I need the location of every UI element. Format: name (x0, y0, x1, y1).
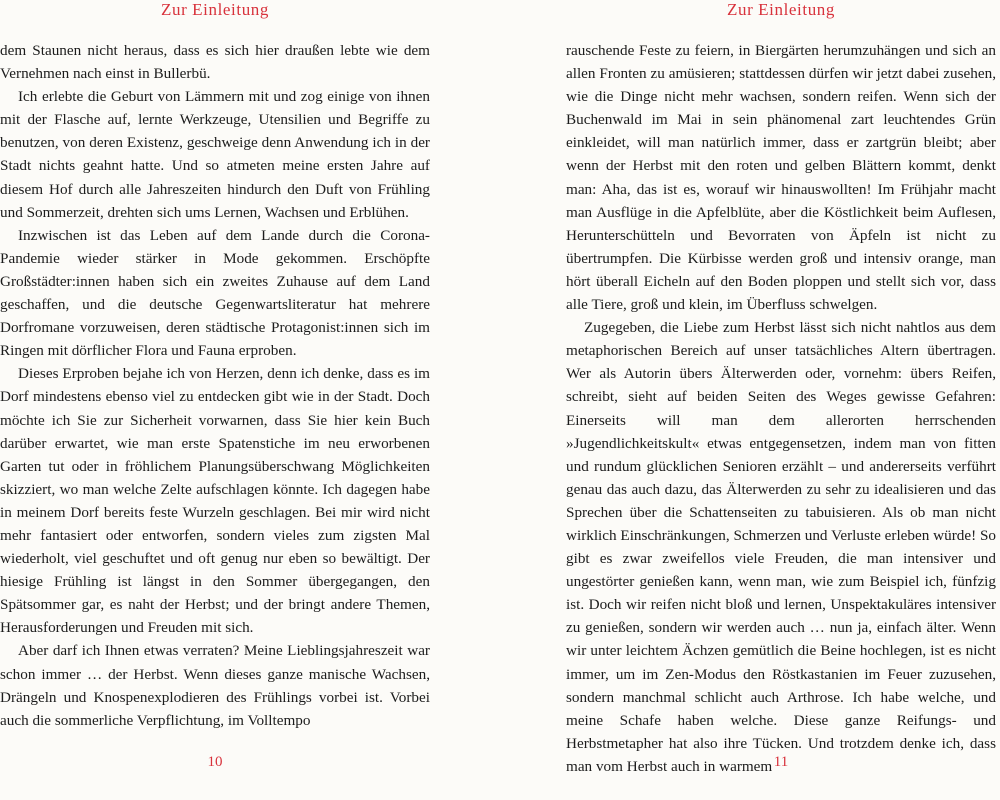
paragraph: Zugegeben, die Liebe zum Herbst lässt sich nicht nahtlos aus dem metaphorischen Bereich auf unser tatsächliches Altern übertragen. Wer als Autorin übers Älterwerden oder, vornehm: übers Reifen, schreibt, sieht auf beiden Seiten des Weges gewisse Gefahren: Einerseits will man dem allerorten herrschenden »Jugendlichkeitskult« etwas entgegensetzen, indem man von fitten und rundum glücklichen Senioren erzählt – und andererseits verführt genau das auch dazu, das Älterwerden zu sehr zu idealisieren und das Sprechen über die Schattenseiten zu tabuisieren. Als ob man nicht wirklich Einschränkungen, Schmerzen und Verluste erleben würde! So gibt es zwar zweifellos viele Freuden, die man intensiver und ungestörter genießen kann, wenn man, wie zum Beispiel ich, fünfzig ist. Doch wir reifen nicht bloß und lernen, Unspektakuläres intensiver zu genießen, sondern wir werden auch … nun ja, einfach älter. Wenn wir unter leichtem Ächzen gemütlich die Beine hochlegen, ist es nicht immer, um im Zen-Modus den Röstkastanien im Feuer zuzusehen, sondern manchmal schlicht auch Arthrose. Ich habe welche, und meine Schafe haben welche. Diese ganze Reifungs- und Herbstmetapher hat also ihre Tücken. Und trotzdem denke ich, dass man vom Herbst auch in warmem (566, 319, 996, 775)
running-head-right: Zur Einleitung (726, 0, 836, 19)
paragraph: Dieses Erproben bejahe ich von Herzen, denn ich denke, dass es im Dorf mindestens ebenso viel zu entdecken gibt wie in der Stadt. Doch möchte ich Sie zur Sicherheit vorwarnen, dass Sie hier kein Buch darüber erwartet, wie man erste Spatenstiche im neu erworbenen Garten tut oder in fröhlichem Planungsüberschwang Möglichkeiten skizziert, wo man welche Zelte aufschlagen könnte. Ich dagegen habe in meinem Dorf bereits feste Wurzeln geschlagen. Bei mir wird nicht mehr fantasiert oder entworfen, sondern vieles zum zigsten Mal wiederholt, viel geschuftet und oft genug nur eben so bewältigt. Der hiesige Frühling ist längst in den Sommer übergegangen, den Spätsommer gar, es naht der Herbst; und der bringt andere Themen, Herausforderungen und Freuden mit sich. (0, 365, 430, 637)
paragraph: dem Staunen nicht heraus, dass es sich hier draußen lebte wie dem Vernehmen nach einst in Bullerbü. (0, 42, 430, 83)
left-page (0, 0, 430, 800)
paragraph: Inzwischen ist das Leben auf dem Lande durch die Corona-Pandemie wieder stärker in Mode gekommen. Erschöpfte Großstädter:innen haben sich ein zweites Zuhause auf dem Land geschaffen, und die deutsche Gegenwartsliteratur hat mehrere Dorfromane vorzuweisen, deren städtische Protagonist:innen sich im Ringen mit dörflicher Flora und Fauna erproben. (0, 226, 430, 360)
paragraph: Aber darf ich Ihnen etwas verraten? Meine Lieblingsjahreszeit war schon immer … der Herbst. Wenn dieses ganze manische Wachsen, Drängeln und Knospenexplodieren des Frühlings vorbei ist. Vorbei auch die sommerliche Verpflichtung, im Volltempo (0, 642, 430, 729)
page-number-left: 10 (207, 754, 223, 770)
right-page (566, 0, 996, 800)
page-number-right: 11 (773, 754, 789, 770)
body-text-left (0, 39, 430, 732)
body-text-right (566, 39, 996, 778)
running-head-left: Zur Einleitung (160, 0, 270, 19)
paragraph: Ich erlebte die Geburt von Lämmern mit und zog einige von ihnen mit der Flasche auf, lernte Werkzeuge, Utensilien und Begriffe zu benutzen, von deren Existenz, geschweige denn Anwendung ich in der Stadt nichts geahnt hatte. Und so atmeten meine ersten Jahre auf diesem Hof durch alle Jahreszeiten hindurch den Duft von Frühling und Sommerzeit, drehten sich ums Lernen, Wachsen und Erblühen. (0, 88, 430, 221)
paragraph: rauschende Feste zu feiern, in Biergärten herumzuhängen und sich an allen Fronten zu amüsieren; stattdessen dürfen wir jetzt dabei zusehen, wie die Dinge nicht mehr wachsen, sondern reifen. Wenn sich der Buchenwald im Mai in sein phänomenal zart leuchtendes Grün einkleidet, will man natürlich immer, dass er zartgrün bleibt; aber wenn der Herbst mit den roten und gelben Blättern kommt, denkt man: Aha, das ist es, worauf wir hinauswollten! Im Frühjahr macht man Ausflüge in die Apfelblüte, aber die Köstlichkeit beim Auflesen, Herunterschütteln und Bevorraten von Äpfeln ist nicht zu übertrumpfen. Die Kürbisse werden groß und intensiv orange, man hört überall Eicheln auf den Boden ploppen und stellt sich vor, dass alle Tiere, groß und klein, im Überfluss schwelgen. (566, 42, 996, 314)
